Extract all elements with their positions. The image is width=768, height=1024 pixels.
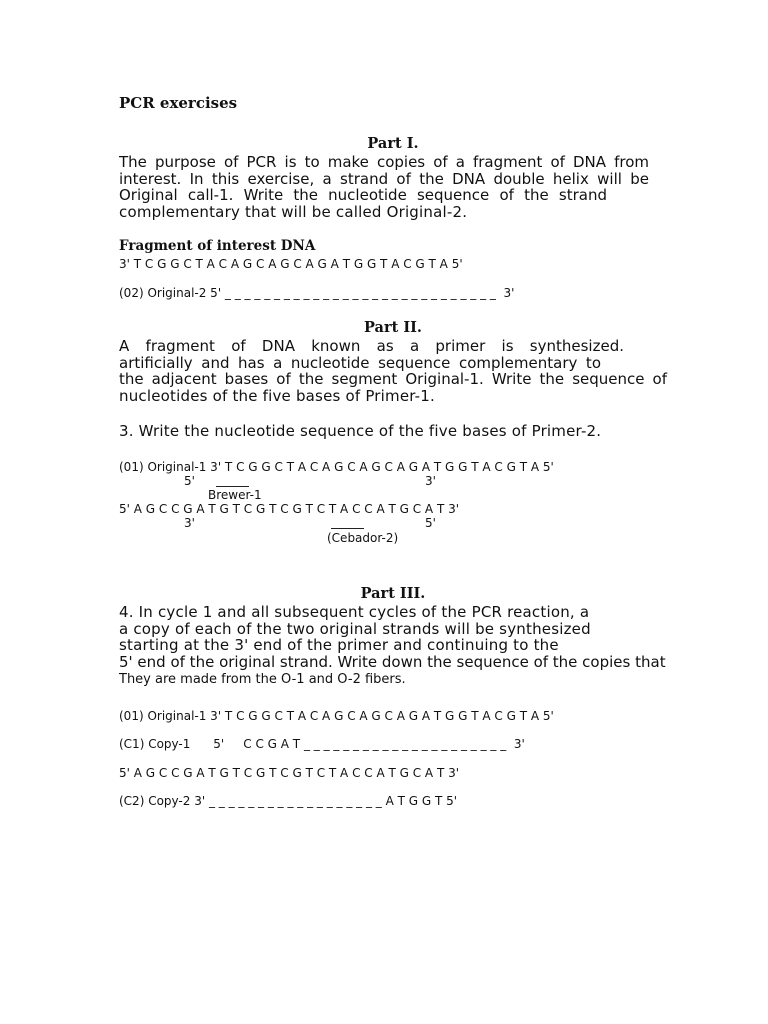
- part-1-paragraph-line: complementary that will be called Original-2.: [119, 203, 468, 221]
- part-2-heading: Part II.: [364, 319, 422, 336]
- question-3: 3. Write the nucleotide sequence of the five bases of Primer-2.: [119, 422, 602, 440]
- cebador-2-label: (Cebador-2): [327, 531, 399, 545]
- part-3-paragraph-line: a copy of each of the two original strands will be synthesized: [119, 620, 591, 638]
- part-1-paragraph-line: interest. In this exercise, a strand of the DNA double helix will be: [119, 170, 649, 188]
- primer-2-blank: [331, 528, 364, 529]
- part-3-paragraph-line: 4. In cycle 1 and all subsequent cycles of the PCR reaction, a: [119, 603, 590, 621]
- copy-2-line: (C2) Copy-2 3' _ _ _ _ _ _ _ _ _ _ _ _ _ _ _ _ _ _ A T G G T 5': [119, 794, 458, 808]
- part-1-paragraph-line: Original call-1. Write the nucleotide sequence of the strand: [119, 186, 607, 204]
- copy-1-line: (C1) Copy-1 5' C C G A T _ _ _ _ _ _ _ _ _ _ _ _ _ _ _ _ _ _ _ _ _ 3': [119, 737, 525, 751]
- primer-2-5-end: 5': [425, 516, 436, 530]
- fragment-heading: Fragment of interest DNA: [119, 238, 316, 254]
- part-2-paragraph-line: the adjacent bases of the segment Original-1. Write the sequence of: [119, 370, 667, 388]
- complementary-sequence: 5' A G C C G A T G T C G T C G T C T A C C A T G C A T 3': [119, 502, 460, 516]
- primer-1-3-end: 3': [425, 474, 436, 488]
- part-3-paragraph-line: starting at the 3' end of the primer and continuing to the: [119, 636, 559, 654]
- part-3-paragraph-line: 5' end of the original strand. Write down the sequence of the copies that: [119, 653, 666, 671]
- fragment-sequence: 3' T C G G C T A C A G C A G C A G A T G G T A C G T A 5': [119, 257, 463, 271]
- part-2-paragraph-line: artificially and has a nucleotide sequence complementary to: [119, 354, 601, 372]
- brewer-1-label: Brewer-1: [208, 488, 262, 502]
- document-title: PCR exercises: [119, 94, 238, 112]
- part-1-heading: Part I.: [367, 135, 419, 152]
- primer-1-5-end: 5': [184, 474, 195, 488]
- original-2-answer-line: (02) Original-2 5' _ _ _ _ _ _ _ _ _ _ _ _ _ _ _ _ _ _ _ _ _ _ _ _ _ _ _ _ 3': [119, 286, 515, 300]
- part-2-paragraph-line: nucleotides of the five bases of Primer-1.: [119, 387, 436, 405]
- original-1-sequence: (01) Original-1 3' T C G G C T A C A G C A G C A G A T G G T A C G T A 5': [119, 460, 554, 474]
- part-3-paragraph-line: They are made from the O-1 and O-2 fibers.: [119, 672, 406, 687]
- complementary-sequence-part-3: 5' A G C C G A T G T C G T C G T C T A C C A T G C A T 3': [119, 766, 460, 780]
- primer-2-3-end: 3': [184, 516, 195, 530]
- part-2-paragraph-line: A fragment of DNA known as a primer is synthesized.: [119, 337, 624, 355]
- original-1-sequence-part-3: (01) Original-1 3' T C G G C T A C A G C A G C A G A T G G T A C G T A 5': [119, 709, 554, 723]
- part-3-heading: Part III.: [360, 585, 426, 602]
- part-1-paragraph-line: The purpose of PCR is to make copies of a fragment of DNA from: [119, 153, 649, 171]
